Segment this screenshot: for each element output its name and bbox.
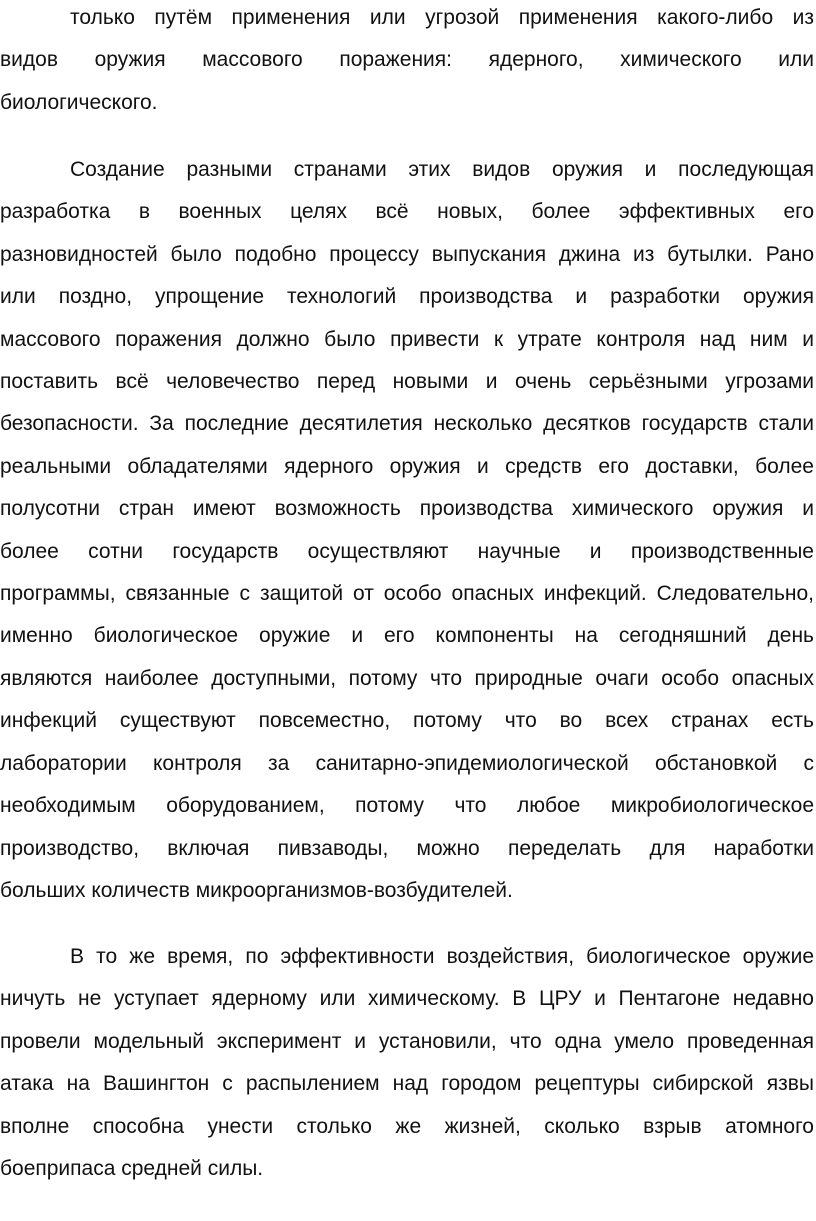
text-line: необходимым оборудованием, потому что любое микробиологическое xyxy=(0,794,814,818)
text-line: биологического. xyxy=(0,90,158,114)
text-line: только путём применения или угрозой применения какого-либо из xyxy=(70,6,814,29)
text-line: разновидностей было подобно процессу выпускания джина из бутылки. Рано xyxy=(0,242,814,266)
text-line: более сотни государств осуществляют научные и производственные xyxy=(0,539,814,563)
text-line: больших количеств микроорганизмов-возбудителей. xyxy=(0,878,513,902)
text-line: В то же время, по эффективности воздействия, биологическое оружие xyxy=(70,945,814,968)
text-line: инфекций существуют повсеместно, потому что во всех странах есть xyxy=(0,709,814,733)
text-line: являются наиболее доступными, потому что природные очаги особо опасных xyxy=(0,666,814,690)
text-line: боеприпаса средней силы. xyxy=(0,1157,264,1181)
text-line: атака на Вашингтон с распылением над городом рецептуры сибирской язвы xyxy=(0,1072,814,1096)
text-line: разработка в военных целях всё новых, более эффективных его xyxy=(0,200,814,224)
text-line: провели модельный эксперимент и установили, что одна умело проведенная xyxy=(0,1029,814,1053)
text-line: массового поражения должно было привести к утрате контроля над ним и xyxy=(0,327,814,351)
text-line: безопасности. За последние десятилетия несколько десятков государств стали xyxy=(0,412,814,436)
text-line: программы, связанные с защитой от особо опасных инфекций. Следовательно, xyxy=(0,582,814,606)
text-line: вполне способна унести столько же жизней, сколько взрыв атомного xyxy=(0,1114,814,1138)
paragraph-weapons-development xyxy=(0,149,814,912)
text-line: Создание разными странами этих видов оружия и последующая xyxy=(70,158,814,181)
text-line: видов оружия массового поражения: ядерного, химического или xyxy=(0,48,814,72)
text-line: ничуть не уступает ядерному или химическому. В ЦРУ и Пентагоне недавно xyxy=(0,987,814,1011)
text-line: именно биологическое оружие и его компоненты на сегодняшний день xyxy=(0,624,814,648)
paragraph-continuation xyxy=(0,0,814,124)
text-line: реальными обладателями ядерного оружия и средств его доставки, более xyxy=(0,454,814,478)
text-line: полусотни стран имеют возможность производства химического оружия и xyxy=(0,497,814,521)
text-line: поставить всё человечество перед новыми и очень серьёзными угрозами xyxy=(0,370,814,394)
text-line: или поздно, упрощение технологий производства и разработки оружия xyxy=(0,285,814,309)
text-line: лаборатории контроля за санитарно-эпидемиологической обстановкой с xyxy=(0,751,814,775)
paragraph-effectiveness xyxy=(0,936,814,1190)
text-line: производство, включая пивзаводы, можно переделать для наработки xyxy=(0,836,814,860)
